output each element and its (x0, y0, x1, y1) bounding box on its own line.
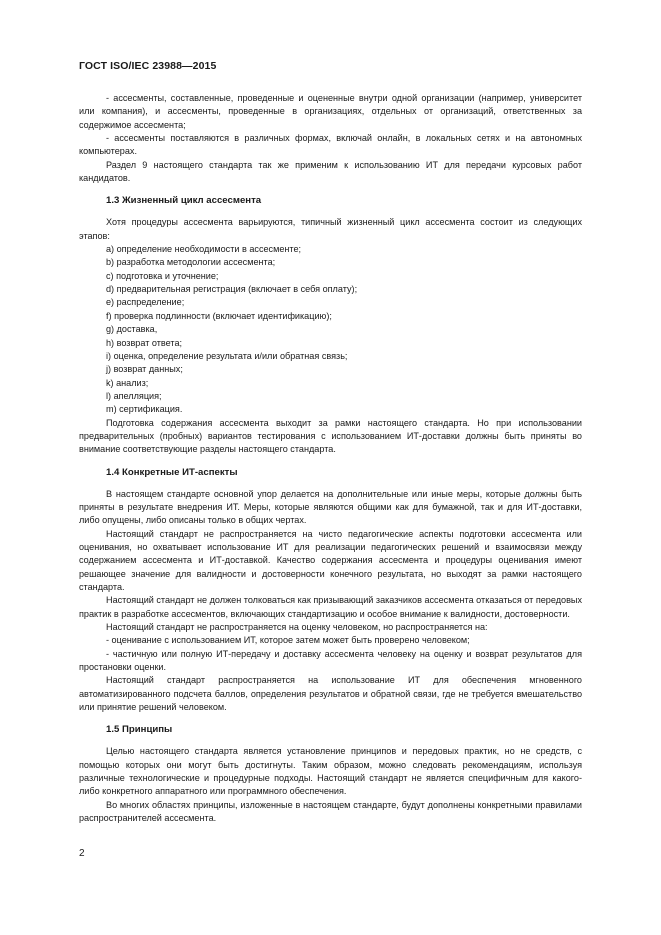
document-header: ГОСТ ISO/IEC 23988—2015 (79, 60, 217, 72)
list-item: j) возврат данных; (106, 364, 183, 375)
list-item: d) предварительная регистрация (включает в себя оплату); (106, 284, 358, 295)
document-body (79, 92, 582, 826)
list-item: f) проверка подлинности (включает идентификацию); (106, 310, 332, 321)
list-item: k) анализ; (106, 377, 149, 388)
section-1-5-title: 1.5 Принципы (106, 724, 173, 736)
list-item: a) определение необходимости в ассесменте; (106, 244, 302, 255)
list-item: g) доставка, (106, 324, 158, 335)
list-item: i) оценка, определение результата и/или обратная связь; (106, 350, 348, 361)
section-1-5-paragraph: Целью настоящего стандарта является установление принципов и передовых практик, но не средств, с помощью которых они могут быть достигнуты. Таким образом, можно следовать рекомендациям, используя различные технологические и процедурные подходы. Настоящий стандарт не является специфичным для какого-либо конкретного аппаратного или программного обеспечения. (79, 746, 582, 797)
section-1-4-paragraph: Настоящий стандарт распространяется на использование ИТ для обеспечения мгновенного автоматизированного подсчета баллов, определения результатов и обратной связи, где не требуется вмешательство или принятие решений человеком. (79, 675, 582, 713)
section-1-3-title: 1.3 Жизненный цикл ассесмента (106, 195, 262, 207)
list-item: m) сертификация. (106, 404, 183, 415)
section-1-4-paragraph: Настоящий стандарт не должен толковаться как призывающий заказчиков ассесмента отказаться от передовых практик в разработке ассесментов, включающих стандартизацию и особое внимание к валидности, достоверности. (79, 595, 582, 619)
list-item: c) подготовка и уточнение; (106, 270, 219, 281)
intro-paragraph-1: - ассесменты, составленные, проведенные и оцененные внутри одной организации (например, университет или компания), и ассесменты, проведенные в организациях, отдельных от организаций, ответственных за содержимое ассесмента; (79, 93, 582, 130)
section-1-3-lead: Хотя процедуры ассесмента варьируются, типичный жизненный цикл ассесмента состоит из следующих этапов: (79, 217, 582, 241)
section-1-4-paragraph: Настоящий стандарт не распространяется на оценку человеком, но распространяется на: (106, 622, 488, 633)
list-item: b) разработка методологии ассесмента; (106, 257, 276, 268)
section-1-3-tail: Подготовка содержания ассесмента выходит за рамки настоящего стандарта. Но при использовании предварительных (пробных) вариантов тестирования с использованием ИТ-доставки должны быть приняты во внимание соответствующие разделы настоящего стандарта. (79, 417, 582, 455)
section-1-4-paragraph: - оценивание с использованием ИТ, которое затем может быть проверено человеком; (106, 635, 470, 646)
section-1-4-paragraph: Настоящий стандарт не распространяется на чисто педагогические аспекты подготовки ассесмента или оценивания, но охватывает использование ИТ для реализации педагогических решений и взаимосвязи между содержанием ассесмента и ИТ-доставкой. Качество содержания ассесмента и процедуры оценивания имеют решающее значение для валидности и достоверности конечного результата, но выходят за рамки настоящего стандарта. (79, 528, 582, 592)
section-1-4-paragraph: В настоящем стандарте основной упор делается на дополнительные или иные меры, которые должны быть приняты в результате внедрения ИТ. Меры, которые являются общими как для бумажной, так и для ИТ-доставки, либо опущены, либо описаны только в общих чертах. (79, 488, 582, 526)
list-item: e) распределение; (106, 297, 185, 308)
list-item: h) возврат ответа; (106, 337, 183, 348)
list-item: l) апелляция; (106, 390, 162, 401)
intro-paragraph-3: Раздел 9 настоящего стандарта так же применим к использованию ИТ для передачи курсовых работ кандидатов. (79, 159, 582, 184)
section-1-4-paragraph: - частичную или полную ИТ-передачу и доставку ассесмента человеку на оценку и возврат результатов для простановки оценки. (79, 648, 582, 673)
section-1-5-paragraph: Во многих областях принципы, изложенные в настоящем стандарте, будут дополнены конкретными правилами распространителей ассесмента. (79, 799, 582, 824)
page-number: 2 (79, 848, 85, 859)
section-1-4-title: 1.4 Конкретные ИТ-аспекты (106, 466, 238, 478)
intro-paragraph-2: - ассесменты поставляются в различных формах, включай онлайн, в локальных сетях и на автономных компьютерах. (79, 133, 582, 157)
